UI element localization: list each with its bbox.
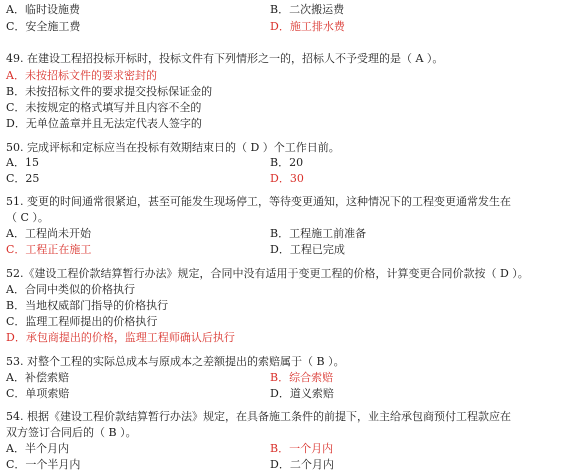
q50-option-d: D．30 xyxy=(270,172,304,185)
q54-option-a: A．半个月内 xyxy=(6,442,69,455)
q49-stem: 49. 在建设工程招投标开标时，投标文件有下列情形之一的，招标人不予受理的是（ A ）。 xyxy=(6,52,444,65)
q54-option-c: C．一个半月内 xyxy=(6,458,81,471)
q51-option-d: D．工程已完成 xyxy=(270,243,345,256)
q51-option-c: C．工程正在施工 xyxy=(6,243,92,256)
q52-option-d: D．承包商提出的价格，监理工程师确认后执行 xyxy=(6,331,235,344)
q52-option-b: B．当地权威部门指导的价格执行 xyxy=(6,299,169,312)
q50-option-b: B．20 xyxy=(270,156,304,169)
q49-option-b: B．未按招标文件的要求提交投标保证金的 xyxy=(6,85,213,98)
q53-stem: 53. 对整个工程的实际总成本与原成本之差额提出的索赔属于（ B ）。 xyxy=(6,355,345,368)
q51-option-b: B．工程施工前准备 xyxy=(270,227,367,240)
q52-option-c: C．监理工程师提出的价格执行 xyxy=(6,315,158,328)
q50-option-c: C．25 xyxy=(6,172,40,185)
q51-stem-line1: 51. 变更的时间通常很紧迫，甚至可能发生现场停工，等待变更通知，这种情况下的工程变更通常发生在 xyxy=(6,195,511,208)
q52-stem: 52.《建设工程价款结算暂行办法》规定，合同中没有适用于变更工程的价格，计算变更合同价款按（ D ）。 xyxy=(6,267,529,280)
q51-option-a: A．工程尚未开始 xyxy=(6,227,91,240)
q53-option-c: C．单项索赔 xyxy=(6,387,70,400)
q48-option-b: B．二次搬运费 xyxy=(270,3,345,16)
q49-option-d: D．无单位盖章并且无法定代表人签字的 xyxy=(6,117,202,130)
q53-option-a: A．补偿索赔 xyxy=(6,371,69,384)
q48-option-c: C．安全施工费 xyxy=(6,20,81,33)
q48-option-a: A．临时设施费 xyxy=(6,3,80,16)
q50-option-a: A．15 xyxy=(6,156,39,169)
q51-stem-line2: （ C ）。 xyxy=(6,211,49,224)
q54-option-d: D．二个月内 xyxy=(270,458,334,471)
q54-stem-line2: 双方签订合同后的（ B ）。 xyxy=(6,426,137,439)
q54-option-b: B．一个月内 xyxy=(270,442,334,455)
q50-stem: 50. 完成评标和定标应当在投标有效期结束日的（ D ）个工作日前。 xyxy=(6,141,340,154)
q52-option-a: A．合同中类似的价格执行 xyxy=(6,283,135,296)
q49-option-a: A．未按招标文件的要求密封的 xyxy=(6,69,157,82)
q54-stem-line1: 54. 根据《建设工程价款结算暂行办法》规定，在具备施工条件的前提下，业主给承包商预付工程款应在 xyxy=(6,410,511,423)
q53-option-b: B．综合索赔 xyxy=(270,371,334,384)
q49-option-c: C．未按规定的格式填写并且内容不全的 xyxy=(6,101,202,114)
q48-option-d: D．施工排水费 xyxy=(270,20,345,33)
q53-option-d: D．道义索赔 xyxy=(270,387,334,400)
